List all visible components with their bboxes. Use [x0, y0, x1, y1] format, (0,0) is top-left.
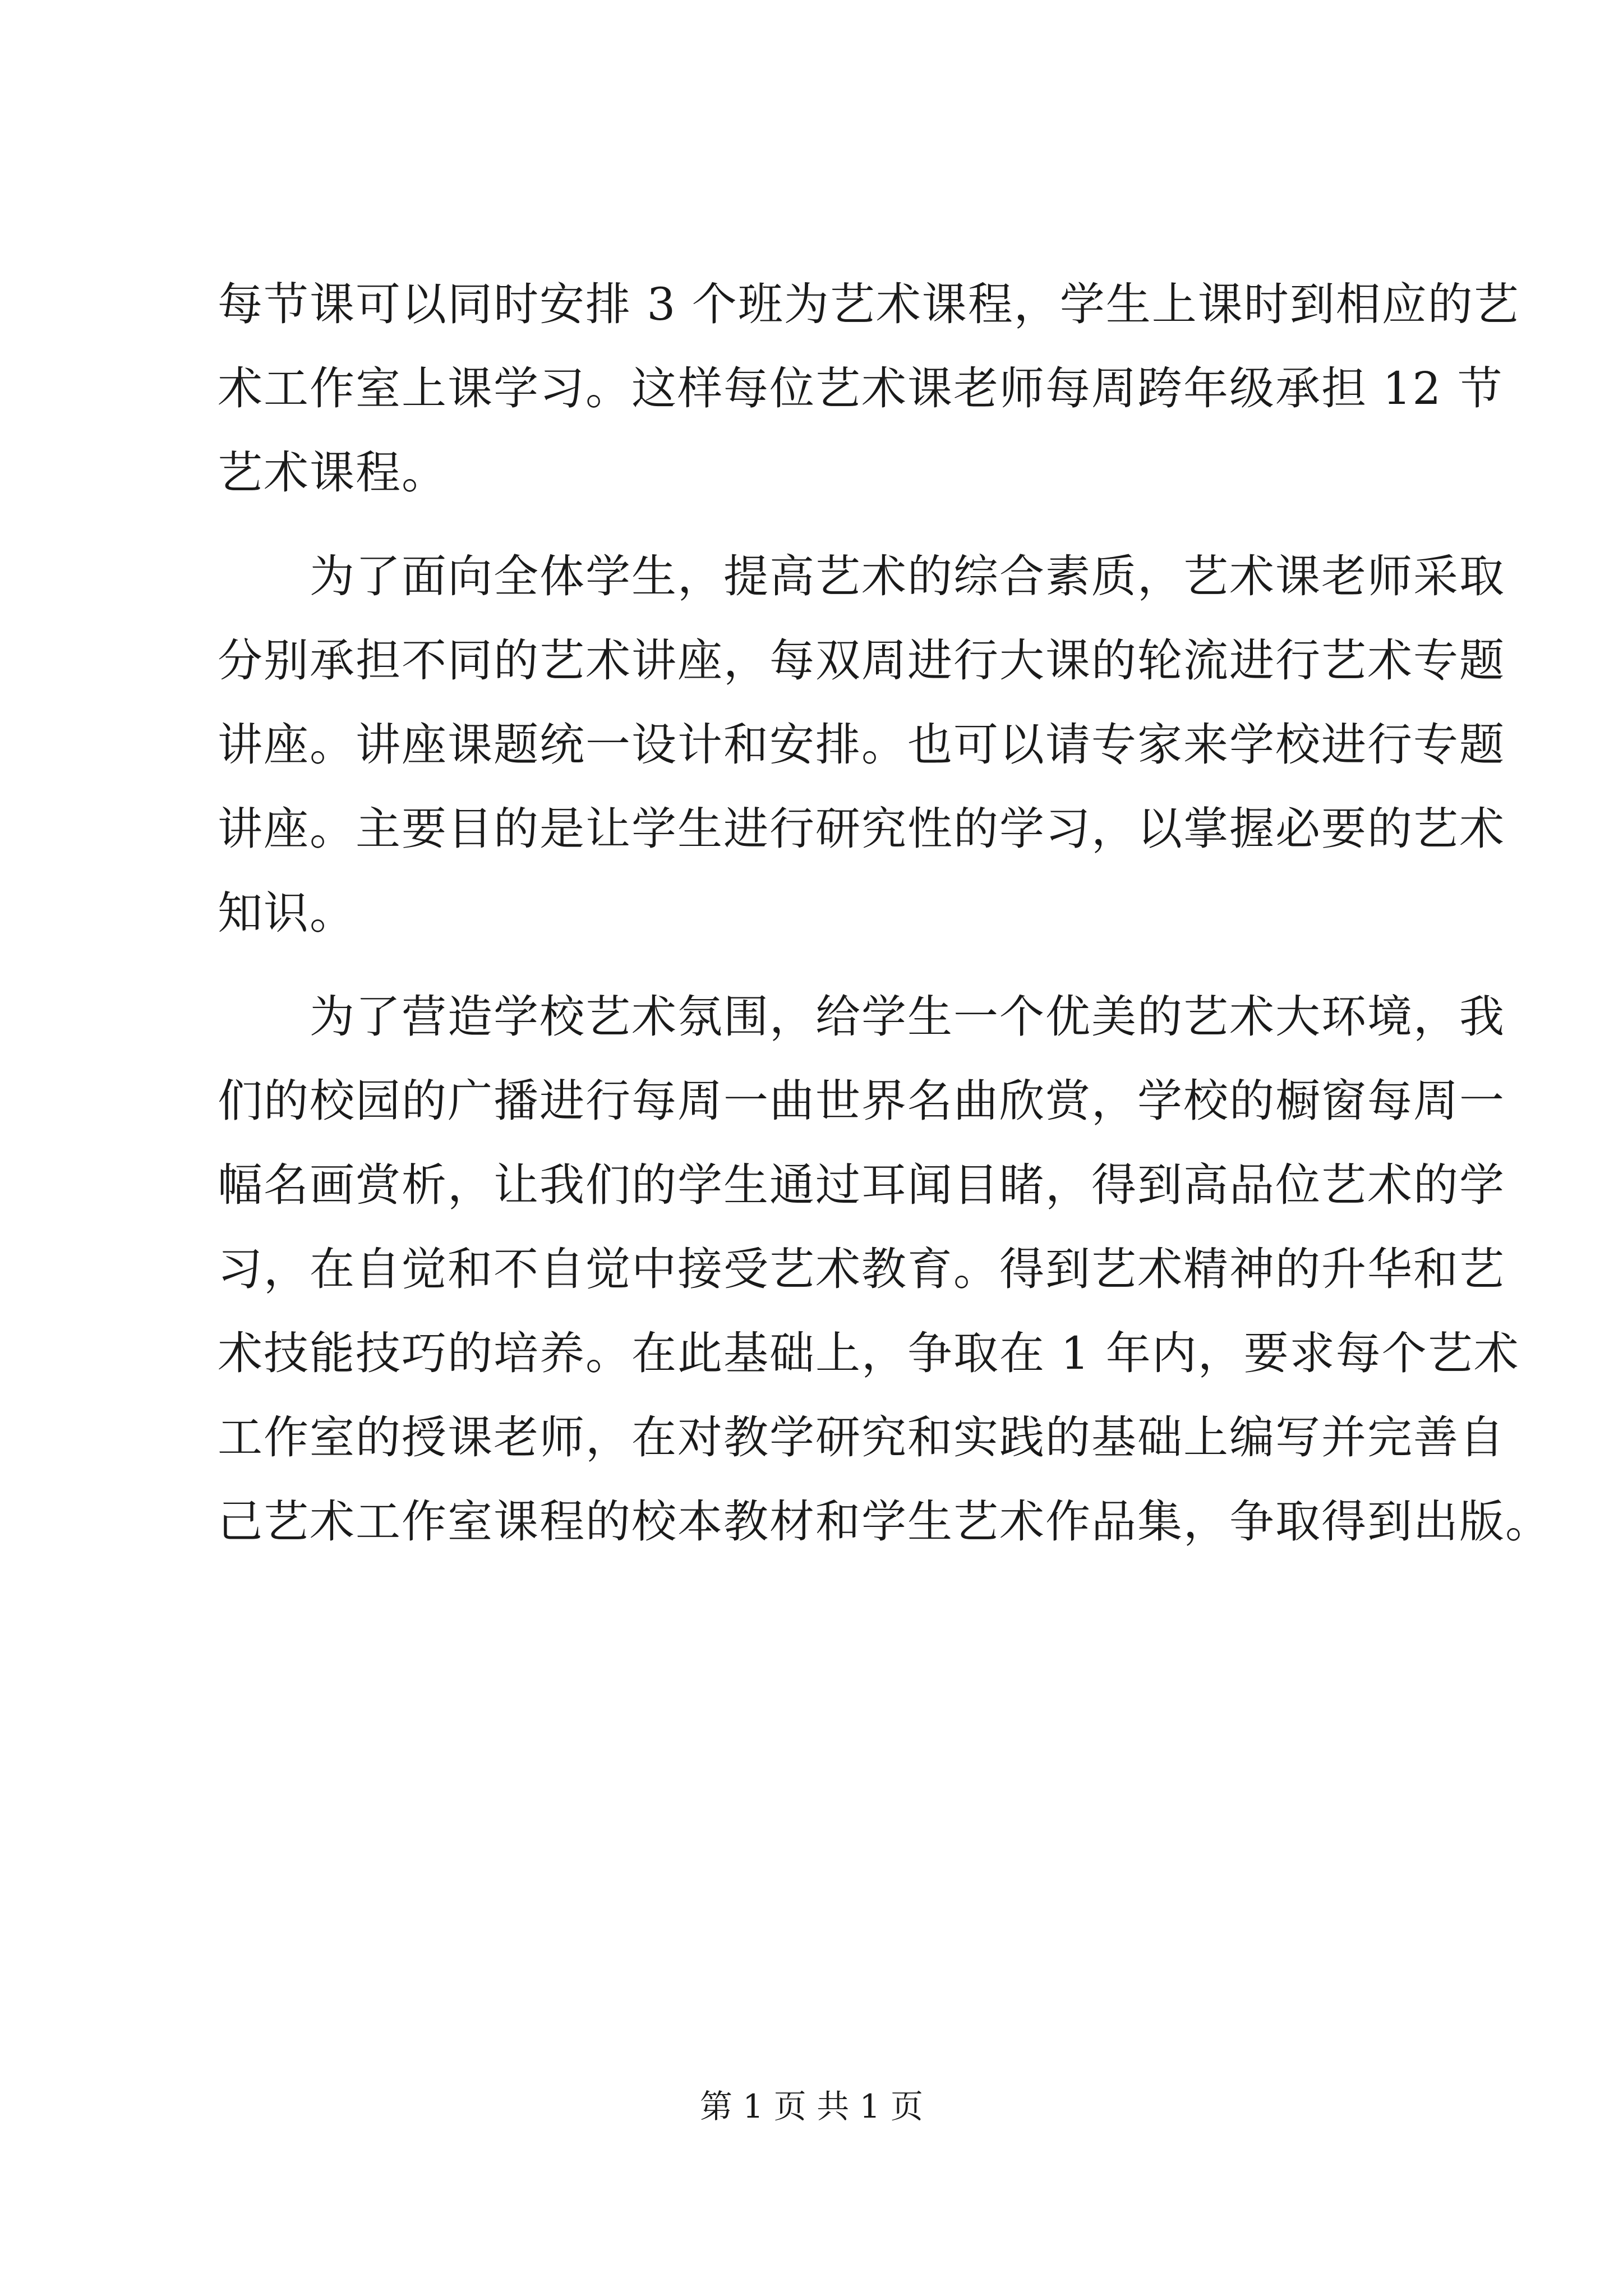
- text-line: 术技能技巧的培养。在此基础上，争取在 1 年内，要求每个艺术: [218, 1327, 1520, 1379]
- text-line: 们的校园的广播进行每周一曲世界名曲欣赏，学校的橱窗每周一: [218, 1075, 1505, 1127]
- text-line: 为了面向全体学生，提高艺术的综合素质，艺术课老师采取: [218, 550, 1505, 602]
- page-footer: 第 1 页 共 1 页: [700, 2087, 923, 2125]
- text-line: 术工作室上课学习。这样每位艺术课老师每周跨年级承担 12 节: [218, 362, 1504, 415]
- text-line: 己艺术工作室课程的校本教材和学生艺术作品集，争取得到出版。: [218, 1496, 1551, 1548]
- text-line: 知识。: [218, 887, 356, 939]
- text-line: 艺术课程。: [218, 447, 448, 499]
- text-line: 每节课可以同时安排 3 个班为艺术课程，学生上课时到相应的艺: [218, 278, 1520, 330]
- text-line: 工作室的授课老师，在对教学研究和实践的基础上编写并完善自: [218, 1411, 1505, 1464]
- text-line: 习，在自觉和不自觉中接受艺术教育。得到艺术精神的升华和艺: [218, 1243, 1505, 1295]
- text-line: 分别承担不同的艺术讲座，每双周进行大课的轮流进行艺术专题: [218, 634, 1505, 687]
- text-line: 讲座。主要目的是让学生进行研究性的学习，以掌握必要的艺术: [218, 803, 1505, 855]
- text-line: 讲座。讲座课题统一设计和安排。也可以请专家来学校进行专题: [218, 719, 1505, 771]
- text-line: 为了营造学校艺术氛围，给学生一个优美的艺术大环境，我: [218, 991, 1505, 1043]
- text-line: 幅名画赏析，让我们的学生通过耳闻目睹，得到高品位艺术的学: [218, 1159, 1505, 1211]
